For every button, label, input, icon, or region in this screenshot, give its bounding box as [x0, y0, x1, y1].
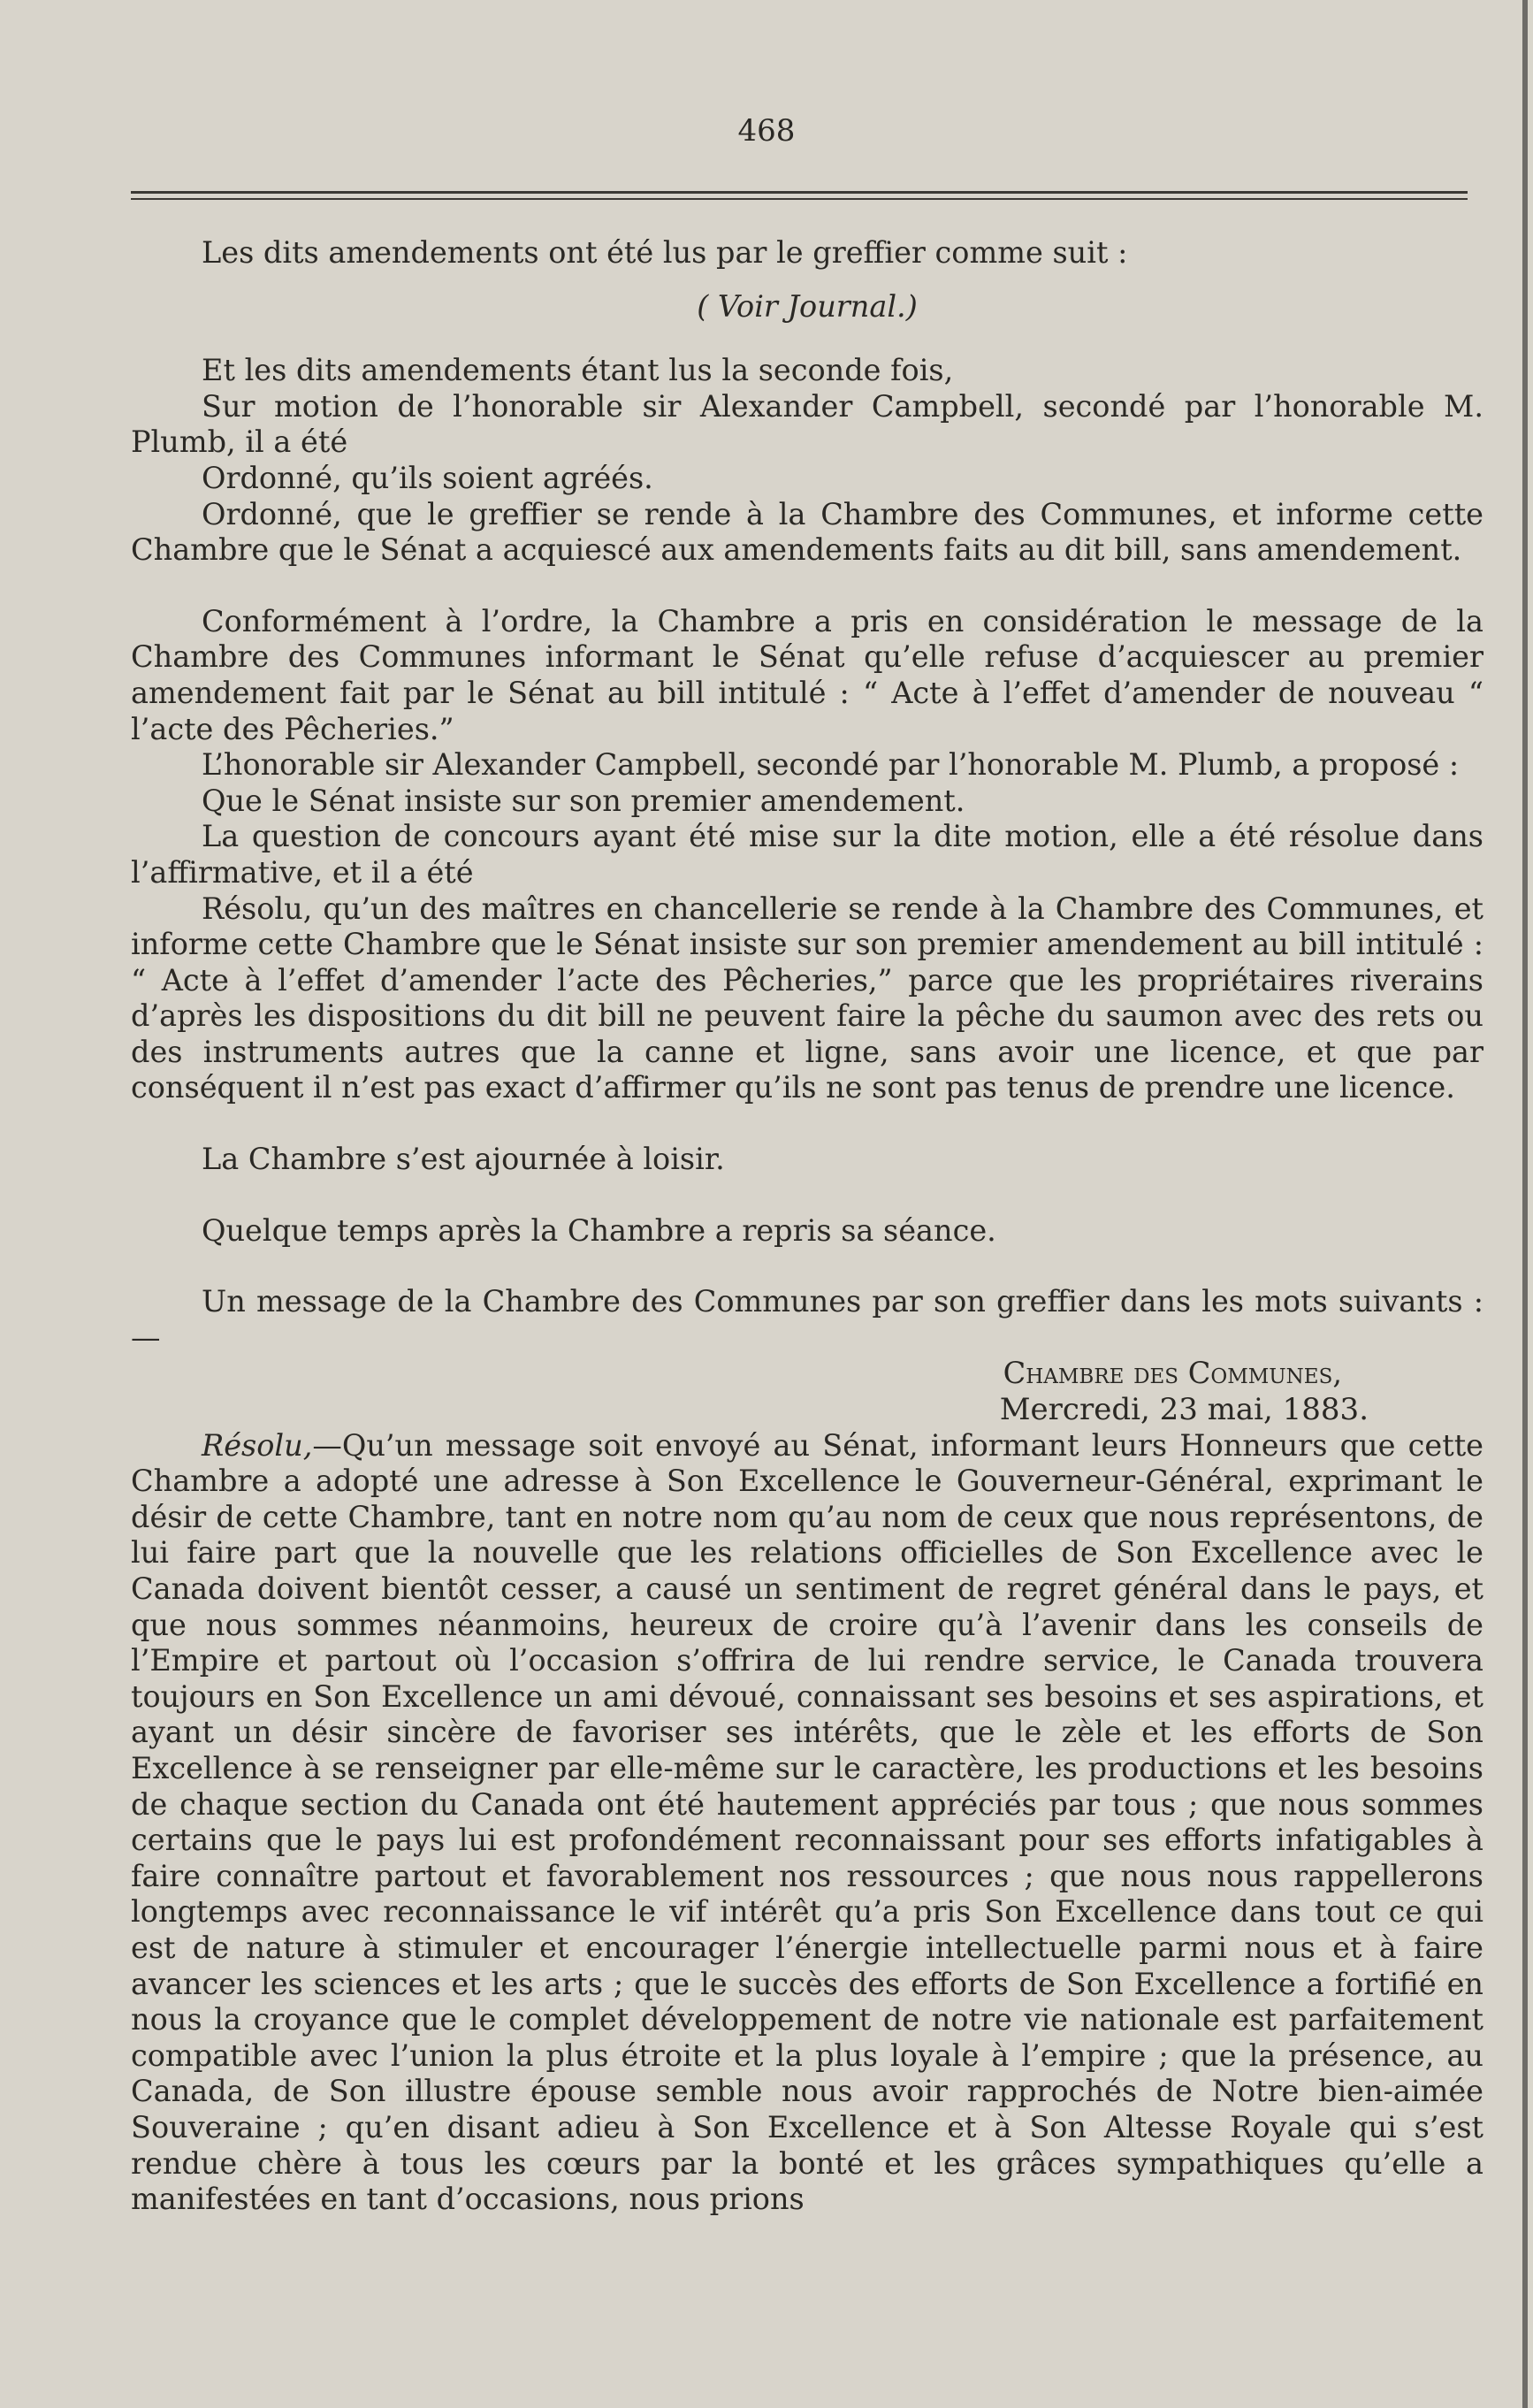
paragraph: Quelque temps après la Chambre a repris sa séance.	[202, 1212, 996, 1248]
paragraph: Ordonné, que le greffier se rende à la Chambre des Communes, et informe cette Chambre que le Sénat a acquiescé aux amendements faits au dit bill, sans amendement.	[131, 496, 1483, 568]
resolution-paragraph	[131, 1428, 1483, 2218]
paragraph: Un message de la Chambre des Communes par son greffier dans les mots suivants :—	[131, 1284, 1483, 1355]
paragraph: L’honorable sir Alexander Campbell, secondé par l’honorable M. Plumb, a proposé :	[202, 747, 1460, 783]
message-date: Mercredi, 23 mai, 1883.	[999, 1392, 1369, 1428]
paragraph: La Chambre s’est ajournée à loisir.	[202, 1142, 725, 1177]
header-rule-bottom	[131, 198, 1468, 200]
paragraph: Et les dits amendements étant lus la seconde fois,	[202, 353, 954, 388]
paragraph: Ordonné, qu’ils soient agréés.	[202, 460, 653, 495]
paragraph: Sur motion de l’honorable sir Alexander Campbell, secondé par l’honorable M. Plumb, il a été	[131, 388, 1483, 460]
resolution-lead: Résolu,	[202, 1427, 313, 1463]
header-rule-top	[131, 191, 1468, 194]
paragraph: Les dits amendements ont été lus par le greffier comme suit :	[202, 235, 1128, 270]
journal-reference: ( Voir Journal.)	[697, 288, 918, 324]
resolution-text: —Qu’un message soit envoyé au Sénat, informant leurs Honneurs que cette Chambre a adopté une adresse à Son Excellence le Gouverneur-Général, exprimant le désir de cette Chambre, tant en notre nom qu’au nom de ceux que nous représentons, de lui faire part que la nouvelle que les relations officielles de Son Excellence avec le Canada doivent bientôt cesser, a causé un sentiment de regret général dans le pays, et que nous sommes néanmoins, heureux de croire qu’à l’avenir dans les conseils de l’Empire et partout où l’occasion s’offrira de lui rendre service, le Canada trouvera toujours en Son Excellence un ami dévoué, connaissant ses besoins et ses aspirations, et ayant un désir sincère de favoriser ses intérêts, que le zèle et les efforts de Son Excellence à se renseigner par elle-même sur le caractère, les productions et les besoins de chaque section du Canada ont été hautement appréciés par tous ; que nous sommes certains que le pays lui est profondément reconnaissant pour ses efforts infatigables à faire connaître partout et favorablement nos ressources ; que nous nous rappellerons longtemps avec reconnaissance le vif intérêt qu’a pris Son Excellence dans tout ce qui est de nature à stimuler et encourager l’énergie intellectuelle parmi nous et à faire avancer les sciences et les arts ; que le succès des efforts de Son Excellence a fortifié en nous la croyance que le complet développement de notre vie nationale est parfaitement compatible avec l’union la plus étroite et la plus loyale à l’empire ; que la présence, au Canada, de Son illustre épouse semble nous avoir rapprochés de Notre bien-aimée Souveraine ; qu’en disant adieu à Son Excellence et à Son Altesse Royale qui s’est rendue chère à tous les cœurs par la bonté et les grâces sympathiques qu’elle a manifestées en tant d’occasions, nous prions	[131, 1427, 1483, 2217]
paragraph: Que le Sénat insiste sur son premier amendement.	[202, 783, 965, 818]
paragraph: Résolu, qu’un des maîtres en chancellerie se rende à la Chambre des Communes, et informe cette Chambre que le Sénat insiste sur son premier amendement au bill intitulé : “ Acte à l’effet d’amender l’acte des Pêcheries,” parce que les propriétaires riverains d’après les dispositions du dit bill ne peuvent faire la pêche du saumon avec des rets ou des instruments autres que la canne et ligne, sans avoir une licence, et que par conséquent il n’est pas exact d’affirmer qu’ils ne sont pas tenus de prendre une licence.	[131, 891, 1483, 1105]
page-edge-shadow	[1522, 0, 1528, 2408]
message-heading: Chambre des Communes,	[1003, 1356, 1342, 1391]
paragraph: La question de concours ayant été mise sur la dite motion, elle a été résolue dans l’affirmative, et il a été	[131, 819, 1483, 890]
paragraph: Conformément à l’ordre, la Chambre a pris en considération le message de la Chambre des Communes informant le Sénat qu’elle refuse d’acquiescer au premier amendement fait par le Sénat au bill intitulé : “ Acte à l’effet d’amender de nouveau “ l’acte des Pêcheries.”	[131, 603, 1483, 746]
document-body	[131, 235, 1483, 2218]
page-number: 468	[737, 113, 796, 149]
